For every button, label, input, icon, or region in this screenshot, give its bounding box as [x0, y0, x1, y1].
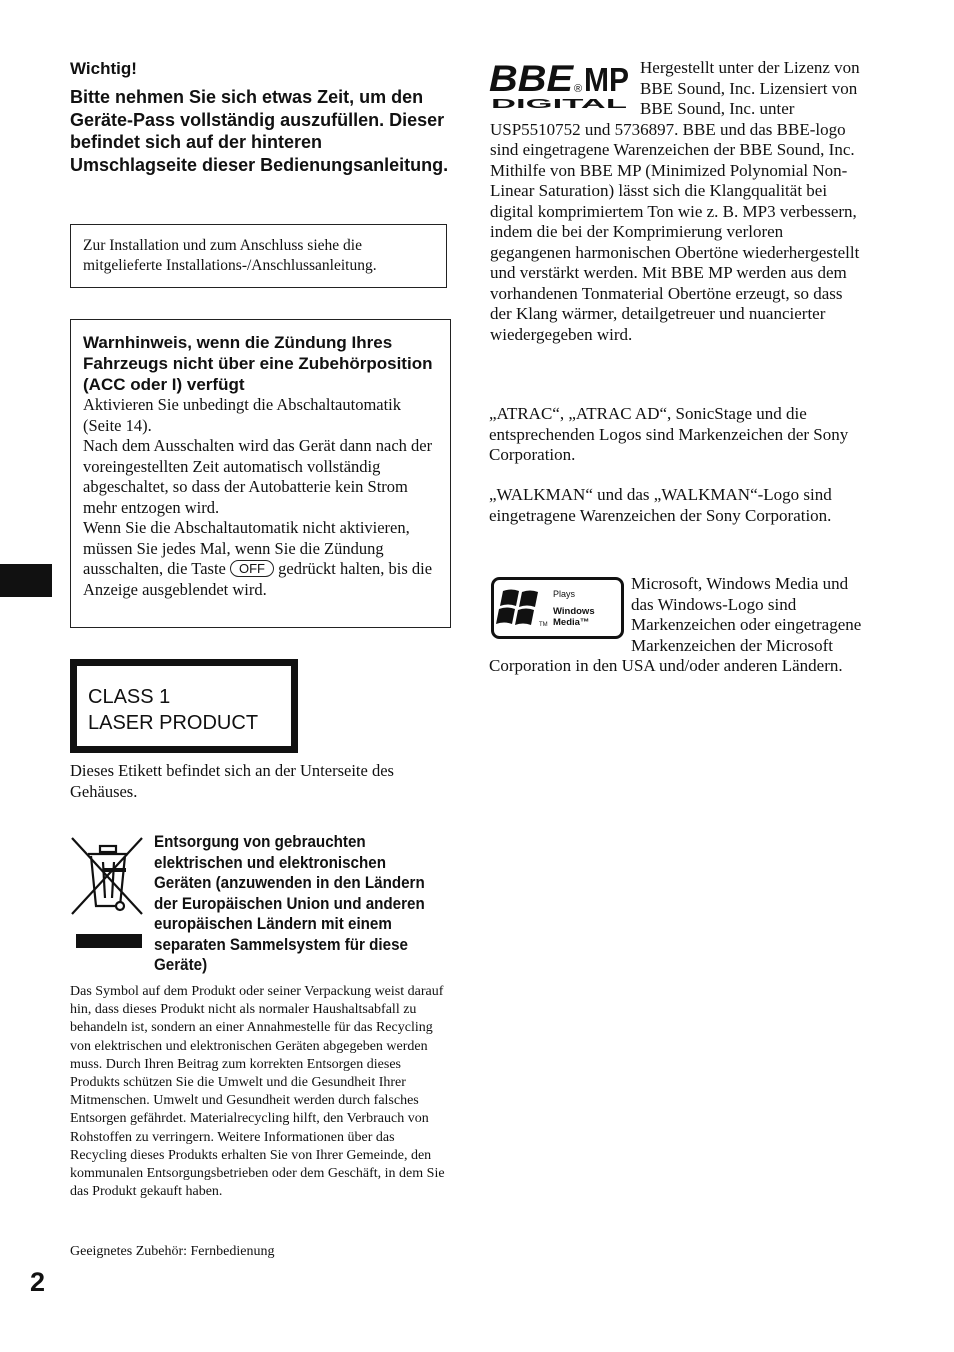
warning-text-before-key: Wenn Sie die Abschaltautomatik nicht aktivieren, müssen Sie jedes Mal, wenn Sie die Zündung ausschalten, die Taste [83, 518, 410, 578]
warning-body [83, 395, 438, 600]
important-text: Bitte nehmen Sie sich etwas Zeit, um den Geräte-Pass vollständig auszufüllen. Dieser befindet sich auf der hinteren Umschlagseite dieser Bedienungsanleitung. [70, 87, 449, 175]
important-heading: Wichtig! [70, 59, 137, 78]
ignition-warning-box [70, 319, 451, 628]
bbe-logo-mp: MP [584, 61, 629, 98]
laser-product-line: LASER PRODUCT [88, 712, 259, 734]
bbe-paragraph-1: Hergestellt unter der Lizenz von BBE Sound, Inc. Lizensiert von BBE Sound, Inc. unter USP5510752 und 5736897. BBE und das BBE-logo sind eingetragene Warenzeichen der BBE Sound, Inc. [490, 58, 860, 159]
bbe-license-text [490, 58, 866, 345]
bbe-paragraph-2: Mithilfe von BBE MP (Minimized Polynomial Non-Linear Saturation) lässt sich die Klangqualität bei digital komprimiertem Ton wie z. B. MP3 verbessern, indem die bei der Komprimierung verloren gegangenen harmonischen Obertöne wiederhergestellt und verstärkt werden. Mit BBE MP werden aus dem vorhandenen Tonmaterial Obertöne erzeugt, so dass der Klang wärmer, detailgetreuer und nuancierter wiedergegeben wird. [490, 160, 860, 344]
walkman-trademark-text: „WALKMAN“ und das „WALKMAN“-Logo sind eingetragene Warenzeichen der Sony Corporation. [489, 485, 832, 525]
laser-class-label [70, 659, 298, 753]
wm-logo-media: Media™ [553, 617, 590, 628]
installation-note-text: Zur Installation und zum Anschluss siehe die mitgelieferte Installations-/Anschlussanleitung. [83, 237, 377, 274]
accessory-note: Geeignetes Zubehör: Fernbedienung [70, 1244, 275, 1259]
wm-logo-windows: Windows [553, 606, 595, 617]
laser-class-line: CLASS 1 [88, 686, 171, 708]
wm-logo-tm: TM [539, 622, 548, 628]
microsoft-trademark-block [489, 574, 869, 677]
warning-paragraph: Aktivieren Sie unbedingt die Abschaltautomatik (Seite 14). [83, 395, 402, 435]
weee-heading: Entsorgung von gebrauchten elektrischen und elektronischen Geräten (anzuwenden in den Ländern der Europäischen Union und anderen europäischen Ländern mit einem separaten Sammelsystem für diese Geräte) [154, 833, 425, 974]
bbe-logo-sub: DIGITAL [491, 96, 628, 110]
warning-text-after-key: gedrückt halten, bis die Anzeige ausgeblendet wird. [83, 559, 433, 599]
microsoft-trademark-text: Microsoft, Windows Media und das Windows-Logo sind Markenzeichen oder eingetragene Markenzeichen der Microsoft Corporation in den USA und/oder anderen Ländern. [489, 574, 862, 675]
weee-crossed-bin-icon [70, 834, 144, 950]
installation-note-box [70, 224, 447, 288]
wm-logo-plays: Plays [553, 589, 576, 599]
bbe-logo-reg: ® [574, 83, 583, 95]
important-notice [70, 58, 450, 176]
warning-paragraph: Nach dem Ausschalten wird das Gerät dann nach der voreingestellten Zeit automatisch vollständig abgeschaltet, so dass der Autobatterie kein Strom mehr entzogen wird. [83, 436, 433, 517]
bbe-logo-main: BBE [489, 60, 575, 99]
weee-body: Das Symbol auf dem Produkt oder seiner Verpackung weist darauf hin, dass dieses Produkt nicht als normaler Haushaltsabfall zu behandeln ist, sondern an einer Annahmestelle für das Recycling von elektrischen und elektronischen Geräten abgegeben werden muss. Durch Ihren Beitrag zum korrekten Entsorgen dieses Produkts schützen Sie die Umwelt und die Gesundheit Ihrer Mitmenschen. Umwelt und Gesundheit werden durch falsches Entsorgen gefährdet. Materialrecycling hilft, den Verbrauch von Rohstoffen zu verringern. Weitere Informationen über das Recycling dieses Produkts erhalten Sie von Ihrer Gemeinde, den kommunalen Entsorgungsbetrieben oder dem Geschäft, in dem Sie das Produkt gekauft haben. [70, 984, 445, 1200]
off-key-icon: OFF [230, 560, 274, 577]
section-tab-marker [0, 564, 52, 597]
page-number: 2 [30, 1267, 46, 1297]
warning-paragraph [83, 518, 438, 600]
label-location-note: Dieses Etikett befindet sich an der Unterseite des Gehäuses. [70, 761, 394, 801]
warning-heading: Warnhinweis, wenn die Zündung Ihres Fahrzeugs nicht über eine Zubehörposition (ACC oder I) verfügt [83, 333, 433, 394]
atrac-trademark-text: „ATRAC“, „ATRAC AD“, SonicStage und die entsprechenden Logos sind Markenzeichen der Sony Corporation. [489, 404, 849, 464]
